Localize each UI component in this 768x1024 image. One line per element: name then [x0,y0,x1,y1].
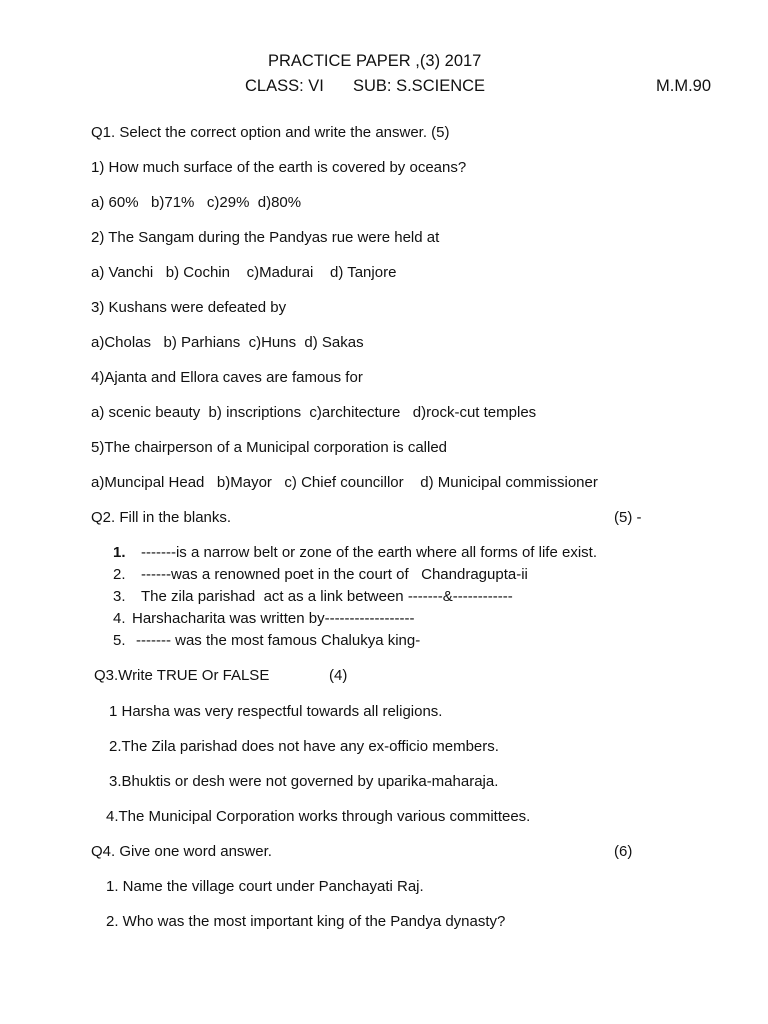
class-label: CLASS: VI [245,77,324,95]
q2-item-number: 1. [113,544,126,561]
q1-options: a) 60% b)71% c)29% d)80% [91,194,302,211]
q4-marks: (6) [614,843,633,860]
q2-item-number: 2. [113,566,126,583]
q3-item: 3.Bhuktis or desh were not governed by uparika-maharaja. [109,773,499,790]
q1-options: a) Vanchi b) Cochin c)Madurai d) Tanjore [91,264,397,281]
q1-question: 5)The chairperson of a Municipal corporation is called [91,439,448,456]
q2-marks: (5) - [614,509,642,526]
q4-item: 2. Who was the most important king of the Pandya dynasty? [106,913,506,930]
q1-question: 4)Ajanta and Ellora caves are famous for [91,369,363,386]
q2-item-text: ------- was the most famous Chalukya king- [136,632,421,649]
q2-item-number: 3. [113,588,126,605]
q2-item-text: ------was a renowned poet in the court of Chandragupta-ii [141,566,528,583]
max-marks: M.M.90 [656,77,712,95]
subject-label: SUB: S.SCIENCE [353,77,486,95]
q1-heading: Q1. Select the correct option and write the answer. (5) [91,124,450,141]
q4-item: 1. Name the village court under Panchayati Raj. [106,878,424,895]
q3-item: 2.The Zila parishad does not have any ex-officio members. [109,738,499,755]
q3-item: 4.The Municipal Corporation works through various committees. [106,808,531,825]
q2-item-text: Harshacharita was written by------------------ [132,610,415,627]
q2-item-text: -------is a narrow belt or zone of the earth where all forms of life exist. [141,544,597,561]
q3-marks: (4) [329,667,348,684]
q2-heading: Q2. Fill in the blanks. [91,509,232,526]
paper-title: PRACTICE PAPER ,(3) 2017 [268,52,482,70]
q1-options: a)Muncipal Head b)Mayor c) Chief councillor d) Municipal commissioner [91,474,598,491]
q2-item-text: The zila parishad act as a link between -------&------------ [141,588,513,605]
q3-item: 1 Harsha was very respectful towards all religions. [109,703,443,720]
q4-heading: Q4. Give one word answer. [91,843,272,860]
q1-question: 1) How much surface of the earth is covered by oceans? [91,159,467,176]
q1-options: a)Cholas b) Parhians c)Huns d) Sakas [91,334,364,351]
q2-item-number: 4. [113,610,126,627]
q1-options: a) scenic beauty b) inscriptions c)architecture d)rock-cut temples [91,404,537,421]
q2-item-number: 5. [113,632,126,649]
q1-question: 2) The Sangam during the Pandyas rue were held at [91,229,440,246]
q3-heading: Q3.Write TRUE Or FALSE [94,667,270,684]
q1-question: 3) Kushans were defeated by [91,299,287,316]
